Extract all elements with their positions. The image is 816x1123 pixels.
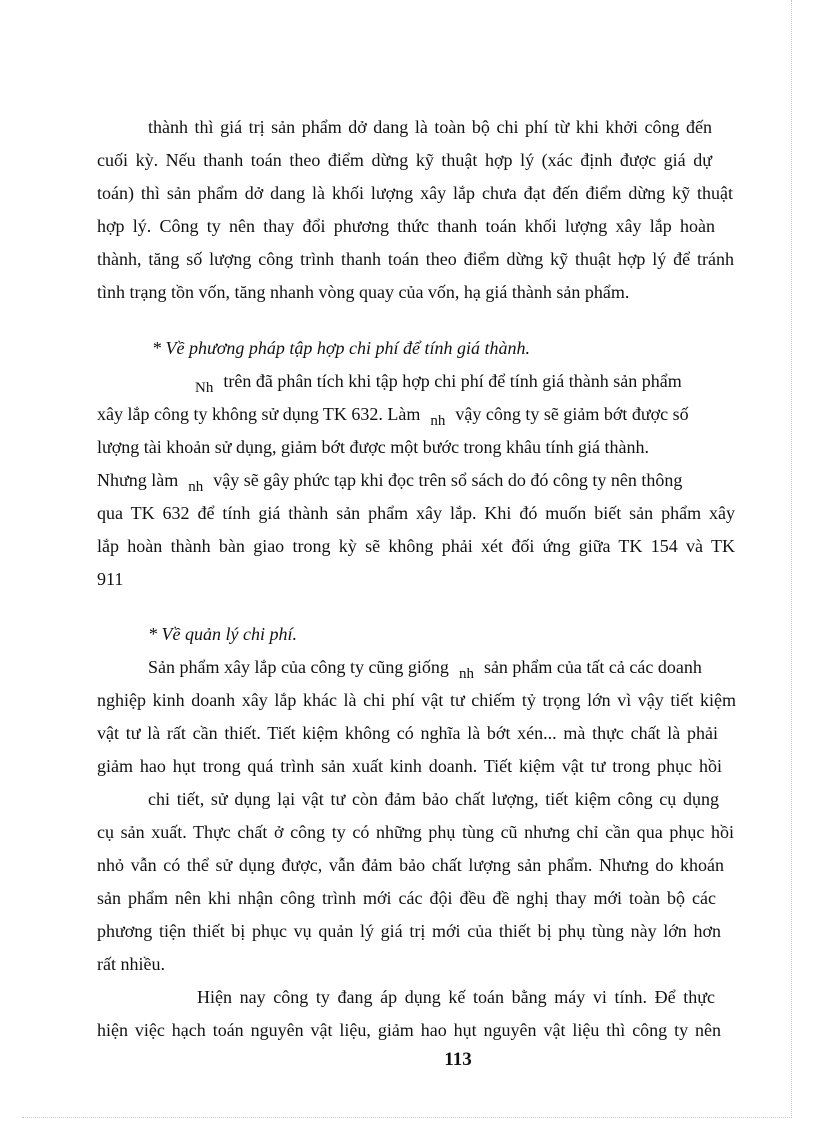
paragraph-2-line-2 bbox=[97, 403, 689, 432]
paragraph-4-line-1: Hiện nay công ty đang áp dụng kế toán bằng máy vi tính. Để thực bbox=[197, 987, 715, 1007]
section-heading-cost-management: * Về quản lý chi phí. bbox=[148, 624, 297, 644]
paragraph-3-line-1-after: sản phẩm của tất cả các doanh bbox=[483, 657, 702, 677]
abbrev-nh: nh bbox=[430, 413, 446, 429]
paragraph-3-line-10: rất nhiều. bbox=[97, 954, 165, 974]
section-heading-cost-aggregation: * Về phương pháp tập hợp chi phí để tính giá thành. bbox=[152, 338, 530, 358]
paragraph-3-line-9: phương tiện thiết bị phục vụ quản lý giá trị mới của thiết bị phụ tùng này lớn hơn bbox=[97, 921, 721, 941]
paragraph-2-line-5: qua TK 632 để tính giá thành sản phẩm xây lắp. Khi đó muốn biết sản phẩm xây bbox=[97, 503, 735, 523]
paragraph-2-line-7: 911 bbox=[97, 569, 124, 589]
page-number: 113 bbox=[444, 1049, 472, 1070]
paragraph-2-line-3: lượng tài khoản sử dụng, giảm bớt được một bước trong khâu tính giá thành. bbox=[97, 437, 650, 457]
paragraph-3-line-1-before: Sản phẩm xây lắp của công ty cũng giống bbox=[148, 657, 449, 677]
paragraph-3-line-6: cụ sản xuất. Thực chất ở công ty có những phụ tùng cũ nhưng chỉ cần qua phục hồi bbox=[97, 822, 734, 842]
paragraph-2-line-4-after: vậy sẽ gây phức tạp khi đọc trên sổ sách do đó công ty nên thông bbox=[213, 470, 683, 490]
paragraph-3-line-4: giảm hao hụt trong quá trình sản xuất kinh doanh. Tiết kiệm vật tư trong phục hồi bbox=[97, 756, 722, 776]
paragraph-2-line-2-after: vậy công ty sẽ giảm bớt được số bbox=[455, 404, 689, 424]
paragraph-3-line-2: nghiệp kinh doanh xây lắp khác là chi phí vật tư chiếm tỷ trọng lớn vì vậy tiết kiệm bbox=[97, 690, 736, 710]
paragraph-1-line-5: thành, tăng số lượng công trình thanh toán theo điểm dừng kỹ thuật hợp lý để tránh bbox=[97, 249, 734, 269]
paragraph-1-line-3: toán) thì sản phẩm dở dang là khối lượng xây lắp chưa đạt đến điểm dừng kỹ thuật bbox=[97, 183, 733, 203]
paragraph-3-line-3: vật tư là rất cần thiết. Tiết kiệm không có nghĩa là bớt xén... mà thực chất là phải bbox=[97, 723, 718, 743]
paragraph-1-line-6: tình trạng tồn vốn, tăng nhanh vòng quay của vốn, hạ giá thành sản phẩm. bbox=[97, 282, 630, 302]
abbrev-nh: Nh bbox=[195, 380, 214, 396]
paragraph-2-line-1 bbox=[195, 370, 682, 399]
paragraph-2-line-6: lắp hoàn thành bàn giao trong kỳ sẽ không phải xét đối ứng giữa TK 154 và TK bbox=[97, 536, 735, 556]
paragraph-3-line-7: nhỏ vẫn có thể sử dụng được, vẫn đảm bảo chất lượng sản phẩm. Nhưng do khoán bbox=[97, 855, 724, 875]
paragraph-2-line-2-before: xây lắp công ty không sử dụng TK 632. Làm bbox=[97, 404, 421, 424]
paragraph-1-line-4: hợp lý. Công ty nên thay đổi phương thức thanh toán khối lượng xây lắp hoàn bbox=[97, 216, 715, 236]
paragraph-1-line-2: cuối kỳ. Nếu thanh toán theo điểm dừng kỹ thuật hợp lý (xác định được giá dự bbox=[97, 150, 712, 170]
paragraph-3-line-8: sản phẩm nên khi nhận công trình mới các đội đều đề nghị thay mới toàn bộ các bbox=[97, 888, 716, 908]
paragraph-2-line-4 bbox=[97, 469, 682, 498]
paragraph-4-line-2: hiện việc hạch toán nguyên vật liệu, giảm hao hụt nguyên vật liệu thì công ty nên bbox=[97, 1020, 721, 1040]
paragraph-3-line-5: chi tiết, sử dụng lại vật tư còn đảm bảo chất lượng, tiết kiệm công cụ dụng bbox=[148, 789, 719, 809]
paragraph-2-line-4-before: Nhưng làm bbox=[97, 470, 179, 490]
abbrev-nh: nh bbox=[458, 666, 474, 682]
paragraph-1-line-1: thành thì giá trị sản phẩm dở dang là toàn bộ chi phí từ khi khởi công đến bbox=[148, 117, 712, 137]
paragraph-2-line-1-text: trên đã phân tích khi tập hợp chi phí để tính giá thành sản phẩm bbox=[223, 371, 682, 391]
paragraph-3-line-1 bbox=[148, 656, 702, 685]
abbrev-nh: nh bbox=[188, 479, 204, 495]
